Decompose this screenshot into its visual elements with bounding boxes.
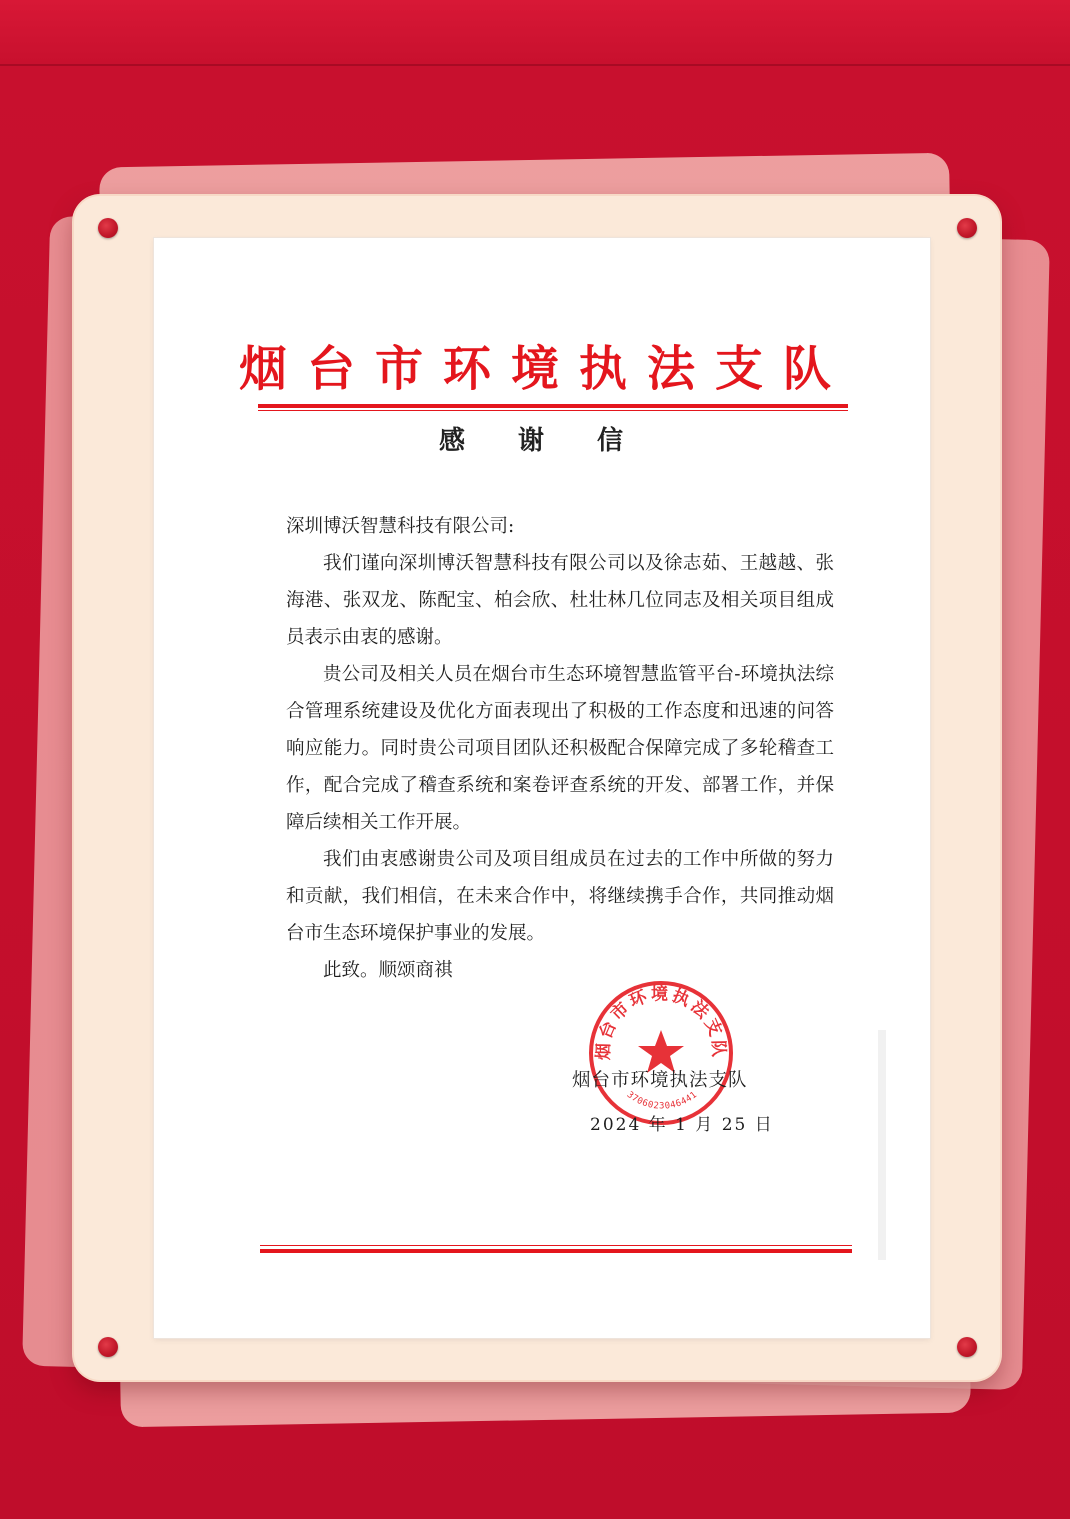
signature-date: 2024 年 1 月 25 日 — [590, 1115, 774, 1135]
seal-code: 3706023046441 — [624, 1089, 700, 1112]
footer-rule-thin — [260, 1245, 852, 1246]
paragraph: 我们由衷感谢贵公司及项目组成员在过去的工作中所做的努力和贡献，我们相信，在未来合作中，将继续携手合作，共同推动烟台市生态环境保护事业的发展。 — [286, 849, 834, 944]
pin-bottom-right-icon — [957, 1337, 977, 1357]
paper-scan-edge — [878, 1030, 886, 1260]
letter-body — [286, 508, 834, 989]
closing-line: 此致。顺颂商祺 — [323, 960, 453, 981]
letterhead-rule — [258, 404, 848, 408]
salutation: 深圳博沃智慧科技有限公司: — [286, 516, 515, 537]
signature-org: 烟台市环境执法支队 — [572, 1070, 748, 1091]
pin-top-left-icon — [98, 218, 118, 238]
top-banner-band — [0, 0, 1070, 66]
official-seal-icon — [584, 978, 738, 1128]
letterhead-rule-thin — [258, 410, 848, 411]
svg-text:3706023046441 — [625, 1090, 700, 1112]
letterhead-org-name: 烟台市环境执法支队 — [238, 341, 851, 397]
document-title: 感 谢 信 — [438, 426, 646, 456]
footer-rule — [260, 1249, 852, 1253]
paragraph: 我们谨向深圳博沃智慧科技有限公司以及徐志茹、王越越、张海港、张双龙、陈配宝、柏会欣、杜壮林几位同志及相关项目组成员表示由衷的感谢。 — [286, 553, 834, 648]
seal-ring-text: 烟台市环境执法支队 — [593, 984, 729, 1061]
paragraph: 贵公司及相关人员在烟台市生态环境智慧监管平台-环境执法综合管理系统建设及优化方面表现出了积极的工作态度和迅速的问答响应能力。同时贵公司项目团队还积极配合保障完成了多轮稽查工作，配合完成了稽查系统和案卷评查系统的开发、部署工作，并保障后续相关工作开展。 — [286, 664, 834, 833]
pin-top-right-icon — [957, 218, 977, 238]
pin-bottom-left-icon — [98, 1337, 118, 1357]
